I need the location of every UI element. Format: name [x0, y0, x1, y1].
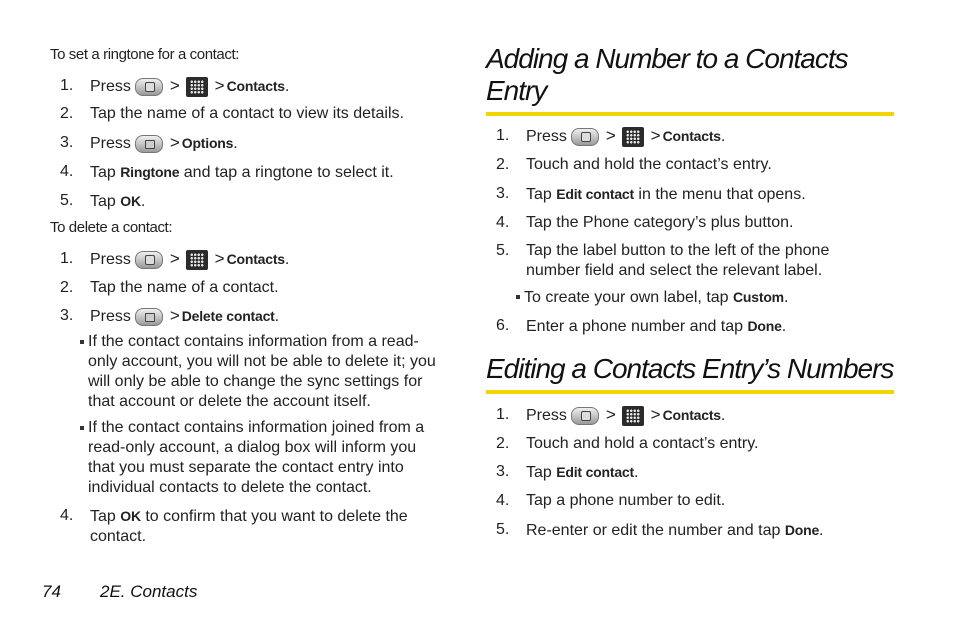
menu-button-icon [135, 135, 163, 153]
apps-grid-icon [622, 127, 644, 147]
apps-grid-icon [186, 250, 208, 270]
ringtone-intro: To set a ringtone for a contact: [50, 46, 239, 63]
delete-intro: To delete a contact: [50, 219, 173, 236]
home-button-icon [135, 78, 163, 96]
section-rule [486, 390, 894, 394]
section-title: 2E. Contacts [100, 582, 198, 601]
menu-button-icon [135, 308, 163, 326]
home-button-icon [571, 128, 599, 146]
apps-grid-icon [622, 406, 644, 426]
apps-grid-icon [186, 77, 208, 97]
home-button-icon [135, 251, 163, 269]
home-button-icon [571, 407, 599, 425]
section-rule [486, 112, 894, 116]
adding-heading: Adding a Number to a Contacts Entry [486, 43, 848, 106]
editing-heading: Editing a Contacts Entry’s Numbers [486, 353, 894, 384]
page-number: 74 [42, 582, 61, 601]
